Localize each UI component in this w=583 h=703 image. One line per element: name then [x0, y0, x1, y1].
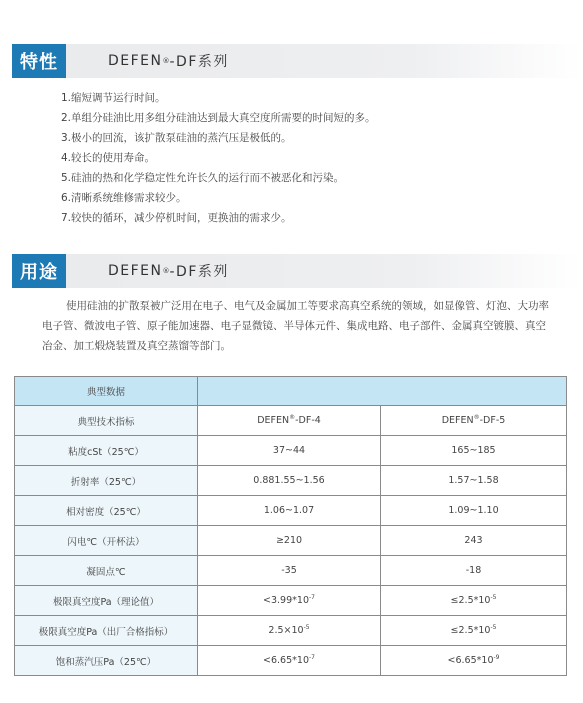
row-label: 凝固点℃: [15, 556, 198, 586]
feature-item: 6.清晰系统维修需求较少。: [61, 192, 187, 204]
column-df5: DEFEN®-DF-5: [381, 406, 567, 436]
table-row: [15, 616, 567, 646]
feature-item: 3.极小的回流，该扩散泵硅油的蒸汽压是极低的。: [61, 132, 292, 144]
row-label: 极限真空度Pa（理论值）: [15, 586, 198, 616]
row-value-df4: $2.5\times 10^{-5}$: [198, 616, 381, 646]
usage-header: [12, 254, 582, 288]
table-row: [15, 586, 567, 616]
row-value-df5: $\le 2.5*10^{-5}$: [381, 586, 567, 616]
table-row: [15, 526, 567, 556]
spec-table: [14, 376, 567, 676]
row-value-df5: 243: [381, 526, 567, 556]
features-list: [61, 88, 376, 228]
row-label: 粘度cSt（25℃）: [15, 436, 198, 466]
column-label: 典型技术指标: [15, 406, 198, 436]
row-value-df4: 1.06~1.07: [198, 496, 381, 526]
feature-item: 1.缩短调节运行时间。: [61, 92, 166, 104]
row-value-df5: $<6.65*10^{-9}$: [381, 646, 567, 676]
row-value-df4: 37~44: [198, 436, 381, 466]
table-header-cell: 典型数据: [15, 377, 198, 406]
row-label: 极限真空度Pa（出厂合格指标）: [15, 616, 198, 646]
row-value-df4: $<6.65*10^{-7}$: [198, 646, 381, 676]
row-value-df4: -35: [198, 556, 381, 586]
table-row: [15, 496, 567, 526]
usage-series-title: DEFEN ® -DF系列: [108, 263, 229, 280]
table-row: [15, 466, 567, 496]
row-value-df5: 165~185: [381, 436, 567, 466]
row-value-df5: 1.09~1.10: [381, 496, 567, 526]
table-header-row: [15, 377, 567, 406]
table-row: [15, 556, 567, 586]
table-row: [15, 436, 567, 466]
usage-paragraph: 使用硅油的扩散泵被广泛用在电子、电气及金属加工等要求高真空系统的领域，如显像管、灯泡、大功率电子管、微波电子管、原子能加速器、电子显微镜、半导体元件、集成电路、电子部件、金属真空镀膜、真空冶金、加工煅烧装置及真空蒸馏等部门。: [42, 300, 549, 352]
row-value-df5: -18: [381, 556, 567, 586]
row-value-df4: 0.881.55~1.56: [198, 466, 381, 496]
row-value-df5: $\le 2.5*10^{-5}$: [381, 616, 567, 646]
row-label: 饱和蒸汽压Pa（25℃）: [15, 646, 198, 676]
row-label: 闪电℃（开杯法）: [15, 526, 198, 556]
table-row: [15, 646, 567, 676]
features-series-title: DEFEN ® -DF系列: [108, 53, 229, 70]
feature-item: 2.单组分硅油比用多组分硅油达到最大真空度所需要的时间短的多。: [61, 112, 376, 124]
table-header-blank: [198, 377, 567, 406]
feature-item: 7.较快的循环，减少停机时间，更换油的需求少。: [61, 212, 292, 224]
usage-tag: 用途: [12, 254, 66, 288]
row-label: 相对密度（25℃）: [15, 496, 198, 526]
row-label: 折射率（25℃）: [15, 466, 198, 496]
row-value-df5: 1.57~1.58: [381, 466, 567, 496]
table-column-row: [15, 406, 567, 436]
row-value-df4: ≥210: [198, 526, 381, 556]
column-df4: DEFEN®-DF-4: [198, 406, 381, 436]
features-tag: 特性: [12, 44, 66, 78]
row-value-df4: $<3.99*10^{-7}$: [198, 586, 381, 616]
feature-item: 5.硅油的热和化学稳定性允许长久的运行而不被恶化和污染。: [61, 172, 345, 184]
features-header: [12, 44, 582, 78]
feature-item: 4.较长的使用寿命。: [61, 152, 156, 164]
